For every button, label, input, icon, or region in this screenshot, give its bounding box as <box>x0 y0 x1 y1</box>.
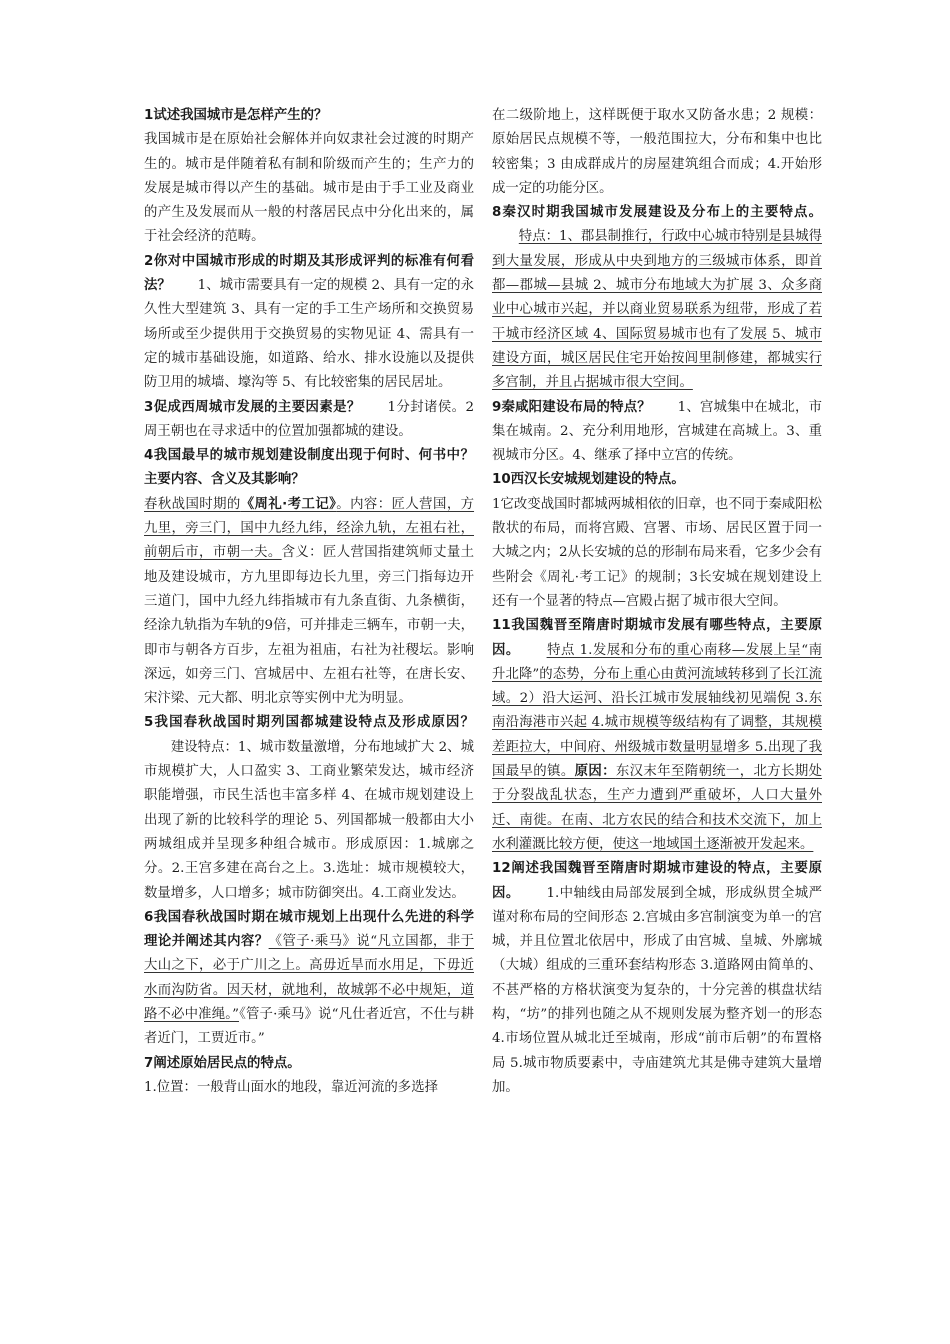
question-12-block <box>492 857 822 1100</box>
answer-9: 1、宫城集中在城北，市集在城南。2、充分利用地形，宫城建在高城上。3、重视城市分区。4、继承了择中立宫的传统。 <box>492 399 822 464</box>
left-column <box>144 104 474 1100</box>
question-6: 6我国春秋战国时期在城市规划上出现什么先进的科学理论并阐述其内容？ <box>144 909 474 950</box>
question-1-block <box>144 104 474 250</box>
answer-1: 我国城市是在原始社会解体并向奴隶社会过渡的时期产生的。城市是伴随着私有制和阶级而产生的；生产力的发展是城市得以产生的基础。城市是由于手工业及商业的产生及发展而从一般的村落居民点中分化出来的，属于社会经济的范畴。 <box>144 132 474 245</box>
answer-11-reasons: 东汉末年至隋朝统一，北方长期处于分裂战乱状态，生产力遭到严重破坏，人口大量外迁、南徙。在南、北方农民的结合和技术交流下，加上水利灌溉比较方便，使这一地域国土逐渐被开发起来。 <box>492 764 822 852</box>
question-4: 4我国最早的城市规划建设制度出现于何时、何书中？主要内容、含义及其影响？ <box>144 448 474 488</box>
answer-4-underlined-b: 。内容：匠人营国，方九里，旁三门，国中九经九纬，经涂九轨，左祖右社，前朝后市，市朝一夫。 <box>144 496 475 561</box>
question-8-block <box>492 201 822 395</box>
question-7: 7阐述原始居民点的特点。 <box>144 1055 301 1071</box>
question-3-block <box>144 396 474 445</box>
question-6-block <box>144 906 474 1052</box>
question-9-block <box>492 396 822 469</box>
question-4-block <box>144 444 474 711</box>
answer-3: 1分封诸侯。2周王朝也在寻求适中的位置加强都城的建设。 <box>144 399 474 439</box>
question-2: 2你对中国城市形成的时期及其形成评判的标准有何看法？ <box>144 253 474 294</box>
answer-7: 1.位置：一般背山面水的地段，靠近河流的多选择 <box>144 1079 438 1095</box>
answer-11-features: 特点 1.发展和分布的重心南移—发展上呈“南升北降”的态势，分布上重心由黄河流域转移到了长江流域。2）沿大运河、沿长江城市发展轴线初见端倪 3.东南沿海港市兴起 4.城市规模等级结构有了调整，其规模差距拉大，中间府、州级城市数量明显增多 5.出现了我国最早的镇。 <box>492 642 822 780</box>
question-11-block <box>492 614 822 857</box>
answer-12: 1.中轴线由局部发展到全城，形成纵贯全城严谨对称布局的空间形态 2.宫城由多宫制演变为单一的宫城，并且位置北依居中，形成了由宫城、皇城、外廓城（大城）组成的三重环套结构形态 3.道路网由简单的、不甚严格的方格状演变为复杂的，十分完善的棋盘状结构，“坊”的排列也随之从不规则发展为整齐划一的形态 4.市场位置从城北迁至城南，形成“前市后朝”的布置格局 5.城市物质要素中，寺庙建筑尤其是佛寺建筑大量增加。 <box>492 885 823 1095</box>
question-8: 8秦汉时期我国城市发展建设及分布上的主要特点。 <box>492 205 822 221</box>
question-10-block <box>492 468 822 614</box>
right-column <box>492 104 822 1100</box>
answer-5: 建设特点：1、城市数量激增，分布地域扩大 2、城市规模扩大，人口盈实 3、工商业繁荣发达，城市经济职能增强，市民生活也丰富多样 4、在城市规划建设上出现了新的比较科学的理论 5、列国都城一般都由大小两城组成并呈现多种组合城市。形成原因：1.城廓之分。2.王宫多建在高台之上。3.选址：城市规模较大，数量增多，人口增多；城市防御突出。4.工商业发达。 <box>144 739 474 901</box>
question-12: 12阐述我国魏晋至隋唐时期城市建设的特点，主要原因。 <box>492 861 822 901</box>
answer-6-rest: 《管子·乘马》说“凡仕者近宫，不仕与耕者近门，工贾近市。” <box>144 1006 474 1047</box>
answer-6-underlined: 《管子·乘马》说“凡立国都，非于大山之下，必于广川之上。高毋近旱而水用足，下毋近水而沟防省。因天材，就地利，故城郭不必中规矩，道路不必中准绳。” <box>144 934 474 1022</box>
question-5-block <box>144 711 474 905</box>
question-2-block <box>144 250 474 396</box>
answer-2: 1、城市需要具有一定的规模 2、具有一定的永久性大型建筑 3、具有一定的手工生产场所和交换贸易场所或至少提供用于交换贸易的实物见证 4、需具有一定的城市基础设施，如道路、给水、排水设施以及提供防卫用的城墙、壕沟等 5、有比较密集的居民居址。 <box>144 278 474 391</box>
question-11: 11我国魏晋至隋唐时期城市发展有哪些特点，主要原因。 <box>492 618 822 658</box>
answer-10: 1它改变战国时都城两城相依的旧章，也不同于秦咸阳松散状的布局，而将宫殿、宫署、市场、居民区置于同一大城之内；2从长安城的总的形制布局来看，它多少会有些附会《周礼·考工记》的规制；3长安城在规划建设上还有一个显著的特点—宫殿占据了城市很大空间。 <box>492 496 822 609</box>
answer-7-continued-block <box>492 104 822 201</box>
question-7-block <box>144 1052 474 1101</box>
question-10: 10西汉长安城规划建设的特点。 <box>492 472 685 488</box>
answer-8: 特点：1、郡县制推行，行政中心城市特别是县城得到大量发展，形成从中央到地方的三级城市体系，即首都—郡城—县城 2、城市分布地域大为扩展 3、众多商业中心城市兴起，并以商业贸易联系为纽带，形成了若干城市经济区域 4、国际贸易城市也有了发展 5、城市建设方面，城区居民住宅开始按闾里制修建，都城实行多宫制，并且占据城市很大空间。 <box>492 229 822 391</box>
question-1: 1试述我国城市是怎样产生的？ <box>144 108 328 123</box>
answer-4-underlined-a: 春秋战国时期的 <box>144 496 241 512</box>
answer-11-reason-label: 原因： <box>574 764 616 780</box>
answer-7-continued: 在二级阶地上，这样既便于取水又防备水患；2 规模：原始居民点规模不等，一般范围拉大，分布和集中也比较密集；3 由成群成片的房屋建筑组合而成；4.开始形成一定的功能分区。 <box>492 108 822 196</box>
question-3: 3促成西周城市发展的主要因素是？ <box>144 399 361 415</box>
answer-4-book-title: 《周礼·考工记》 <box>240 496 337 512</box>
answer-4-explanation: 含义：匠人营国指建筑师丈量土地及建设城市，方九里即每边长九里，旁三门指每边开三道门，国中九经九纬指城市有九条直街、九条横街，经涂九轨指为车轨的9倍，可并排走三辆车，市朝一夫，即市与朝各方百步，左祖为祖庙，右社为社稷坛。影响深远，如旁三门、宫城居中、左祖右社等，在唐长安、宋汴梁、元大都、明北京等实例中尤为明显。 <box>144 545 474 707</box>
question-9: 9秦咸阳建设布局的特点？ <box>492 399 651 415</box>
question-5: 5我国春秋战国时期列国都城建设特点及形成原因？ <box>144 715 474 731</box>
